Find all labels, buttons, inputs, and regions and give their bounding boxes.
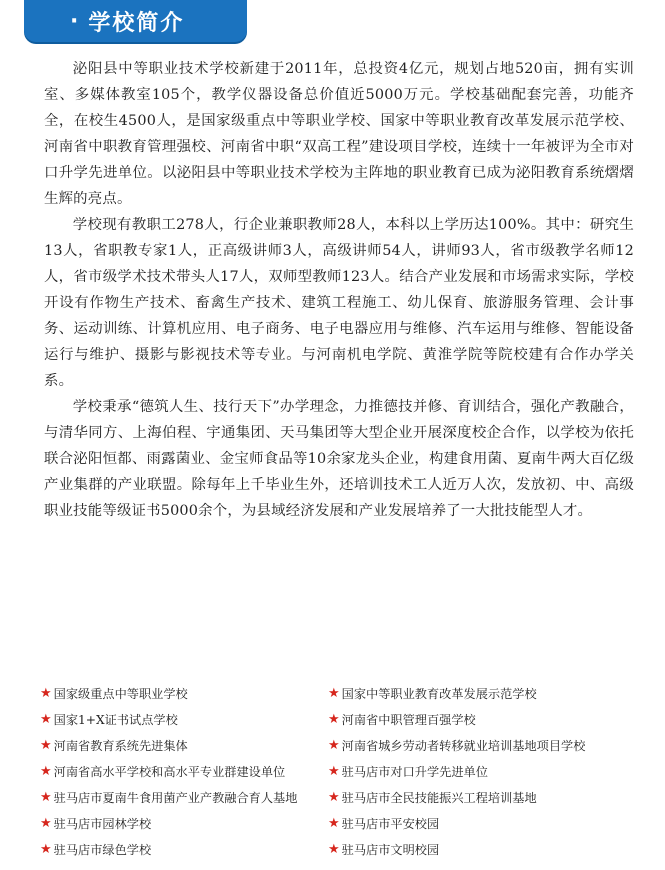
honor-item <box>328 732 640 758</box>
section-title-badge <box>24 0 247 42</box>
honor-label: 河南省教育系统先进集体 <box>53 738 188 753</box>
star-icon: ★ <box>328 789 340 805</box>
intro-paragraph-2: 学校现有教职工278人，行企业兼职教师28人，本科以上学历达100%。其中：研究生13人，省职教专家1人，正高级讲师3人，高级讲师54人，讲师93人，省市级教学名师12人，省市级学术技术带头人17人，双师型教师123人。结合产业发展和市场需求实际，学校开设有作物生产技术、畜禽生产技术、建筑工程施工、幼儿保育、旅游服务管理、会计事务、运动训练、计算机应用、电子商务、电子电器应用与维修、汽车运用与维修、智能设备运行与维护、摄影与影视技术等专业。与河南机电学院、黄淮学院等院校建有合作办学关系。 <box>44 217 634 389</box>
star-icon: ★ <box>328 737 340 753</box>
title-bullet-icon: · <box>70 8 79 34</box>
star-icon: ★ <box>328 711 340 727</box>
honor-label: 驻马店市全民技能振兴工程培训基地 <box>341 790 537 805</box>
star-icon: ★ <box>328 841 340 857</box>
intro-body <box>44 56 634 524</box>
star-icon: ★ <box>40 763 52 779</box>
star-icon: ★ <box>40 815 52 831</box>
section-title: 学校简介 <box>88 10 185 36</box>
honor-item <box>328 836 640 862</box>
section-header <box>0 0 665 46</box>
honor-label: 驻马店市园林学校 <box>53 816 152 831</box>
honor-item <box>40 732 328 758</box>
star-icon: ★ <box>40 685 52 701</box>
honor-item <box>40 784 328 810</box>
honor-item <box>328 680 640 706</box>
honor-item <box>328 784 640 810</box>
star-icon: ★ <box>328 815 340 831</box>
honors-list <box>40 680 640 862</box>
intro-paragraph-1: 泌阳县中等职业技术学校新建于2011年，总投资4亿元，规划占地520亩，拥有实训室、多媒体教室105个，教学仪器设备总价值近5000万元。学校基础配套完善，功能齐全，在校生4500人，是国家级重点中等职业学校、国家中等职业教育改革发展示范学校、河南省中职教育管理强校、河南省中职“双高工程”建设项目学校，连续十一年被评为全市对口升学先进单位。以泌阳县中等职业技术学校为主阵地的职业教育已成为泌阳教育系统熠熠生辉的亮点。 <box>44 61 634 207</box>
honor-item <box>40 836 328 862</box>
honor-label: 河南省城乡劳动者转移就业培训基地项目学校 <box>341 738 586 753</box>
intro-paragraph-3: 学校秉承“德筑人生、技行天下”办学理念，力推德技并修、育训结合，强化产教融合，与清华同方、上海伯程、宇通集团、天马集团等大型企业开展深度校企合作，以学校为依托联合泌阳恒都、雨露菌业、金宝师食品等10余家龙头企业，构建食用菌、夏南牛两大百亿级产业集群的产业联盟。除每年上千毕业生外，还培训技术工人近万人次，发放初、中、高级职业技能等级证书5000余个，为县域经济发展和产业发展培养了一大批技能型人才。 <box>44 399 634 519</box>
star-icon: ★ <box>328 685 340 701</box>
honor-label: 河南省高水平学校和高水平专业群建设单位 <box>53 764 286 779</box>
honor-item <box>40 758 328 784</box>
honor-label: 驻马店市绿色学校 <box>53 842 152 857</box>
honor-label: 驻马店市夏南牛食用菌产业产教融合育人基地 <box>53 790 298 805</box>
star-icon: ★ <box>40 737 52 753</box>
honor-item <box>40 810 328 836</box>
honor-label: 驻马店市文明校园 <box>341 842 440 857</box>
honor-label: 驻马店市对口升学先进单位 <box>341 764 488 779</box>
star-icon: ★ <box>40 789 52 805</box>
star-icon: ★ <box>40 711 52 727</box>
honor-label: 驻马店市平安校园 <box>341 816 440 831</box>
honor-label: 国家级重点中等职业学校 <box>53 686 188 701</box>
honor-item <box>40 680 328 706</box>
honor-item <box>328 758 640 784</box>
honor-item <box>328 706 640 732</box>
honor-label: 国家中等职业教育改革发展示范学校 <box>341 686 537 701</box>
honor-item <box>40 706 328 732</box>
star-icon: ★ <box>328 763 340 779</box>
honor-label: 国家1+X证书试点学校 <box>53 712 178 727</box>
honor-label: 河南省中职管理百强学校 <box>341 712 476 727</box>
star-icon: ★ <box>40 841 52 857</box>
honor-item <box>328 810 640 836</box>
